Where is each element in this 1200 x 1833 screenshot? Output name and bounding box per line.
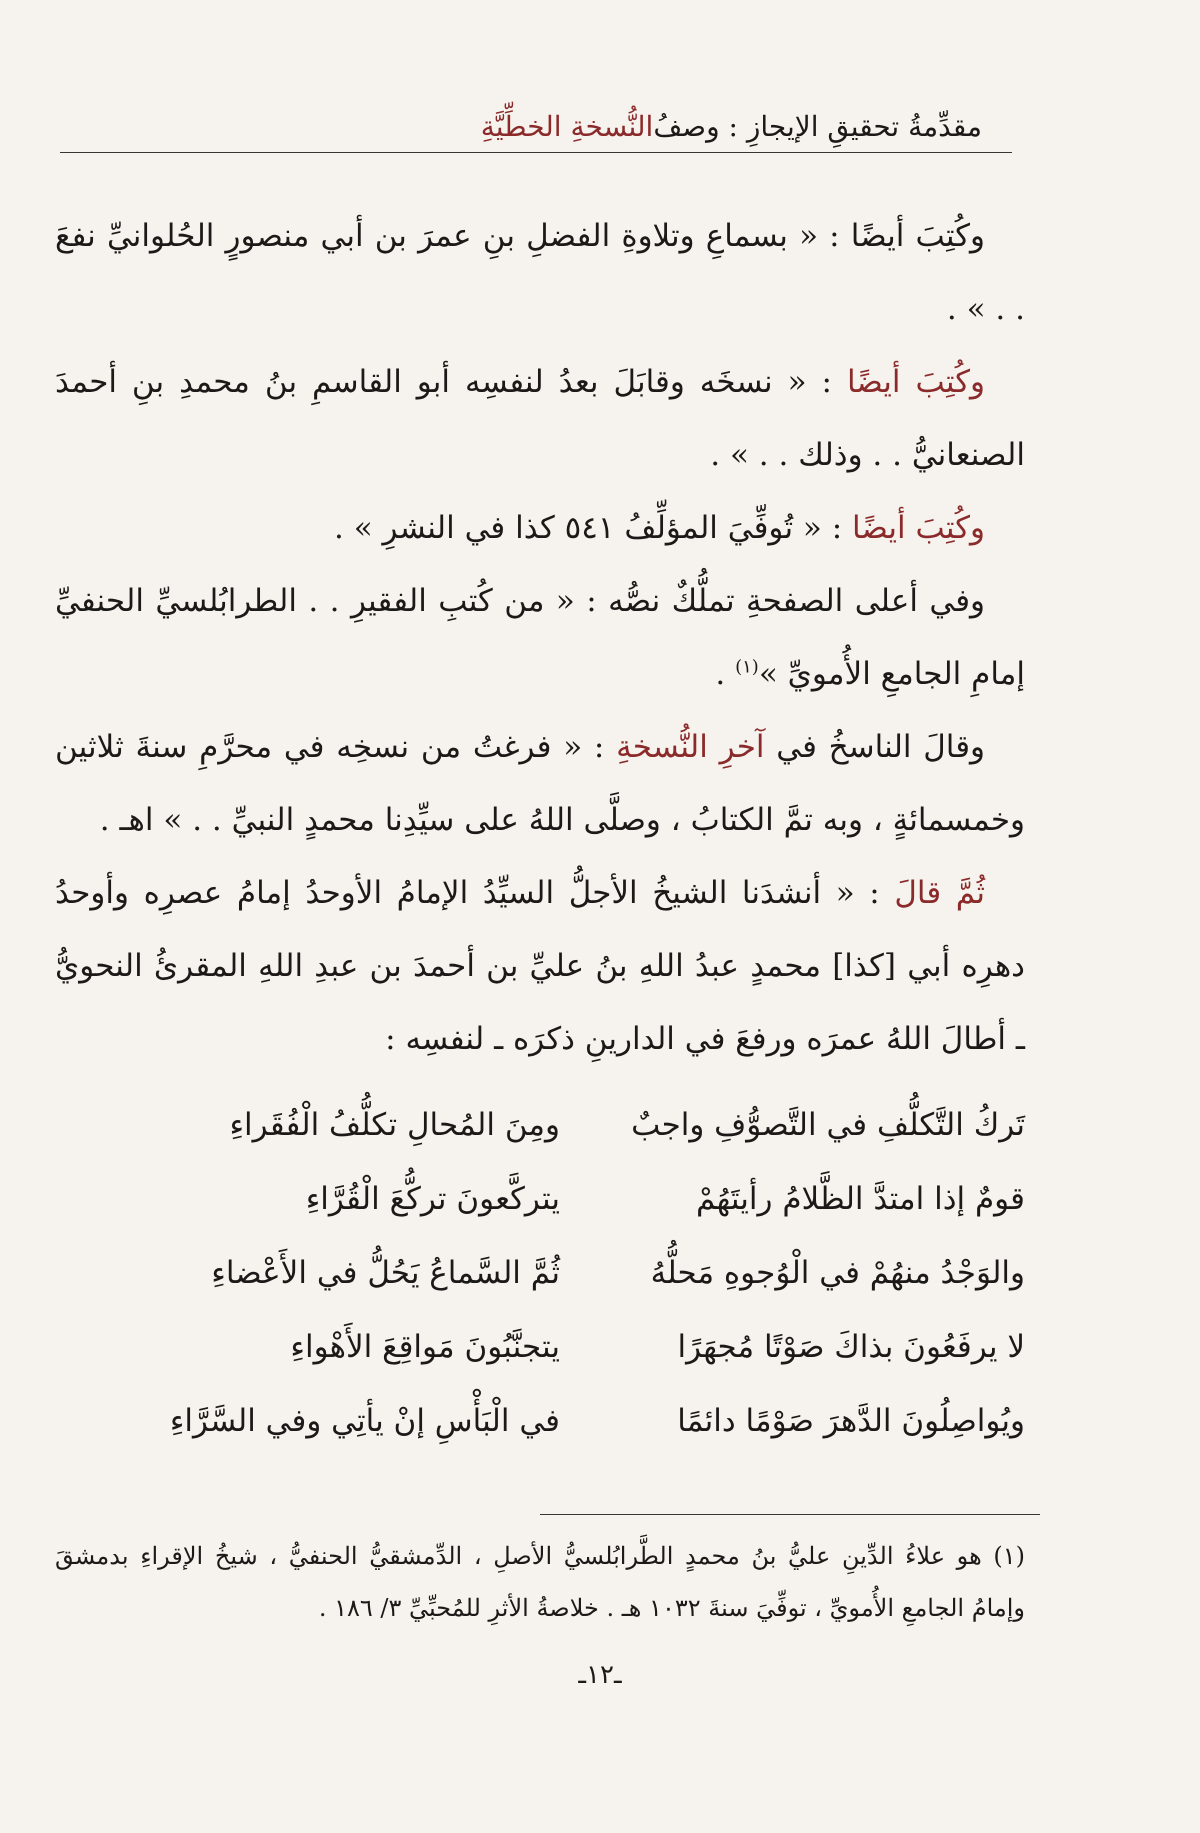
verse-first-hemistich: والوَجْدُ منهُمْ في الْوُجوهِ مَحلُّهُ [650,1255,1025,1291]
poem [120,1088,1025,1458]
paragraph: وكُتِبَ أيضًا : « بسماعِ وتلاوةِ الفضلِ بنِ عمرَ بن أبي منصورٍ الحُلوانيِّ نفعَ . . » . [55,218,1025,327]
paragraph: وكُتِبَ أيضًا : « تُوفِّيَ المؤلِّفُ ٥٤١ كذا في النشرِ » . [334,510,985,546]
poem-verse [120,1162,1025,1236]
poem-verse [120,1384,1025,1458]
highlight-label: ثُمَّ قالَ [894,875,986,911]
verse-second-hemistich: في الْبَأْسِ إنْ يأتِي وفي السَّرَّاءِ [169,1403,560,1439]
verse-first-hemistich: قومٌ إذا امتدَّ الظَّلامُ رأيتَهُمْ [696,1181,1025,1217]
verse-second-hemistich: ثُمَّ السَّماعُ يَحُلُّ في الأَعْضاءِ [211,1255,560,1291]
footnote: (١) هو علاءُ الدِّينِ عليُّ بنُ محمدٍ الطَّرابُلسيُّ الأصلِ ، الدِّمشقيُّ الحنفيُّ ، شيخُ الإقراءِ بدمشقَ وإمامُ الجامعِ الأُمويِّ ، توفِّيَ سنةَ ١٠٣٢ هـ . خلاصةُ الأثرِ للمُحبِّيِّ ٣/ ١٨٦ . [55,1542,1025,1622]
main-text [55,200,1025,1076]
header-highlight: النُّسخةِ الخطِّيَّةِ [480,109,654,143]
header-prefix: مقدِّمةُ تحقيقِ الإيجازِ : وصفُ [653,109,982,143]
poem-verse [120,1310,1025,1384]
highlight-label: وكُتِبَ أيضًا [846,364,985,400]
footnote-separator [540,1514,1040,1515]
verse-first-hemistich: تَركُ التَّكلُّفِ في التَّصوُّفِ واجبٌ [631,1107,1025,1143]
paragraph: ثُمَّ قالَ : « أنشدَنا الشيخُ الأجلُّ السيِّدُ الإمامُ الأوحدُ إمامُ عصرِه وأوحدُ دهرِه أبي [كذا] محمدٍ عبدُ اللهِ بنُ عليِّ بن أحمدَ بن عبدِ اللهِ المقرئُ النحويُّ ـ أطالَ اللهُ عمرَه ورفعَ في الدارينِ ذكرَه ـ لنفسِه : [55,875,1025,1057]
verse-second-hemistich: يتركَّعونَ تركُّعَ الْقُرَّاءِ [305,1181,560,1217]
verse-first-hemistich: لا يرفَعُونَ بذاكَ صَوْتًا مُجهَرًا [677,1329,1025,1365]
highlight-label: وكُتِبَ أيضًا [852,510,985,546]
verse-first-hemistich: ويُواصِلُونَ الدَّهرَ صَوْمًا دائمًا [677,1403,1025,1439]
poem-verse [120,1088,1025,1162]
verse-second-hemistich: يتجنَّبُونَ مَواقِعَ الأَهْواءِ [290,1329,560,1365]
paragraph: وكُتِبَ أيضًا : « نسخَه وقابَلَ بعدُ لنفسِه أبو القاسمِ بنُ محمدِ بنِ أحمدَ الصنعانيُّ . . وذلك . . » . [55,364,1025,473]
page-number: ـ١٢ـ [578,1660,622,1690]
poem-verse [120,1236,1025,1310]
running-header [60,100,1012,153]
paragraph: وفي أعلى الصفحةِ تملُّكٌ نصُّه : « من كُتبِ الفقيرِ . . الطرابُلسيِّ الحنفيِّ إمامِ الجامعِ الأُمويِّ »$^{(١)}$ . [55,583,1025,692]
footnote-marker: (١) [735,656,759,678]
highlight-label: آخرِ النُّسخةِ [616,729,765,765]
paragraph: وقالَ الناسخُ في آخرِ النُّسخةِ : « فرغتُ من نسخِه في محرَّمِ سنةَ ثلاثين وخمسمائةٍ ، وبه تمَّ الكتابُ ، وصلَّى اللهُ على سيِّدِنا محمدٍ النبيِّ . . » اهـ . [55,729,1025,838]
verse-second-hemistich: ومِنَ المُحالِ تكلُّفُ الْفُقَراءِ [229,1107,560,1143]
